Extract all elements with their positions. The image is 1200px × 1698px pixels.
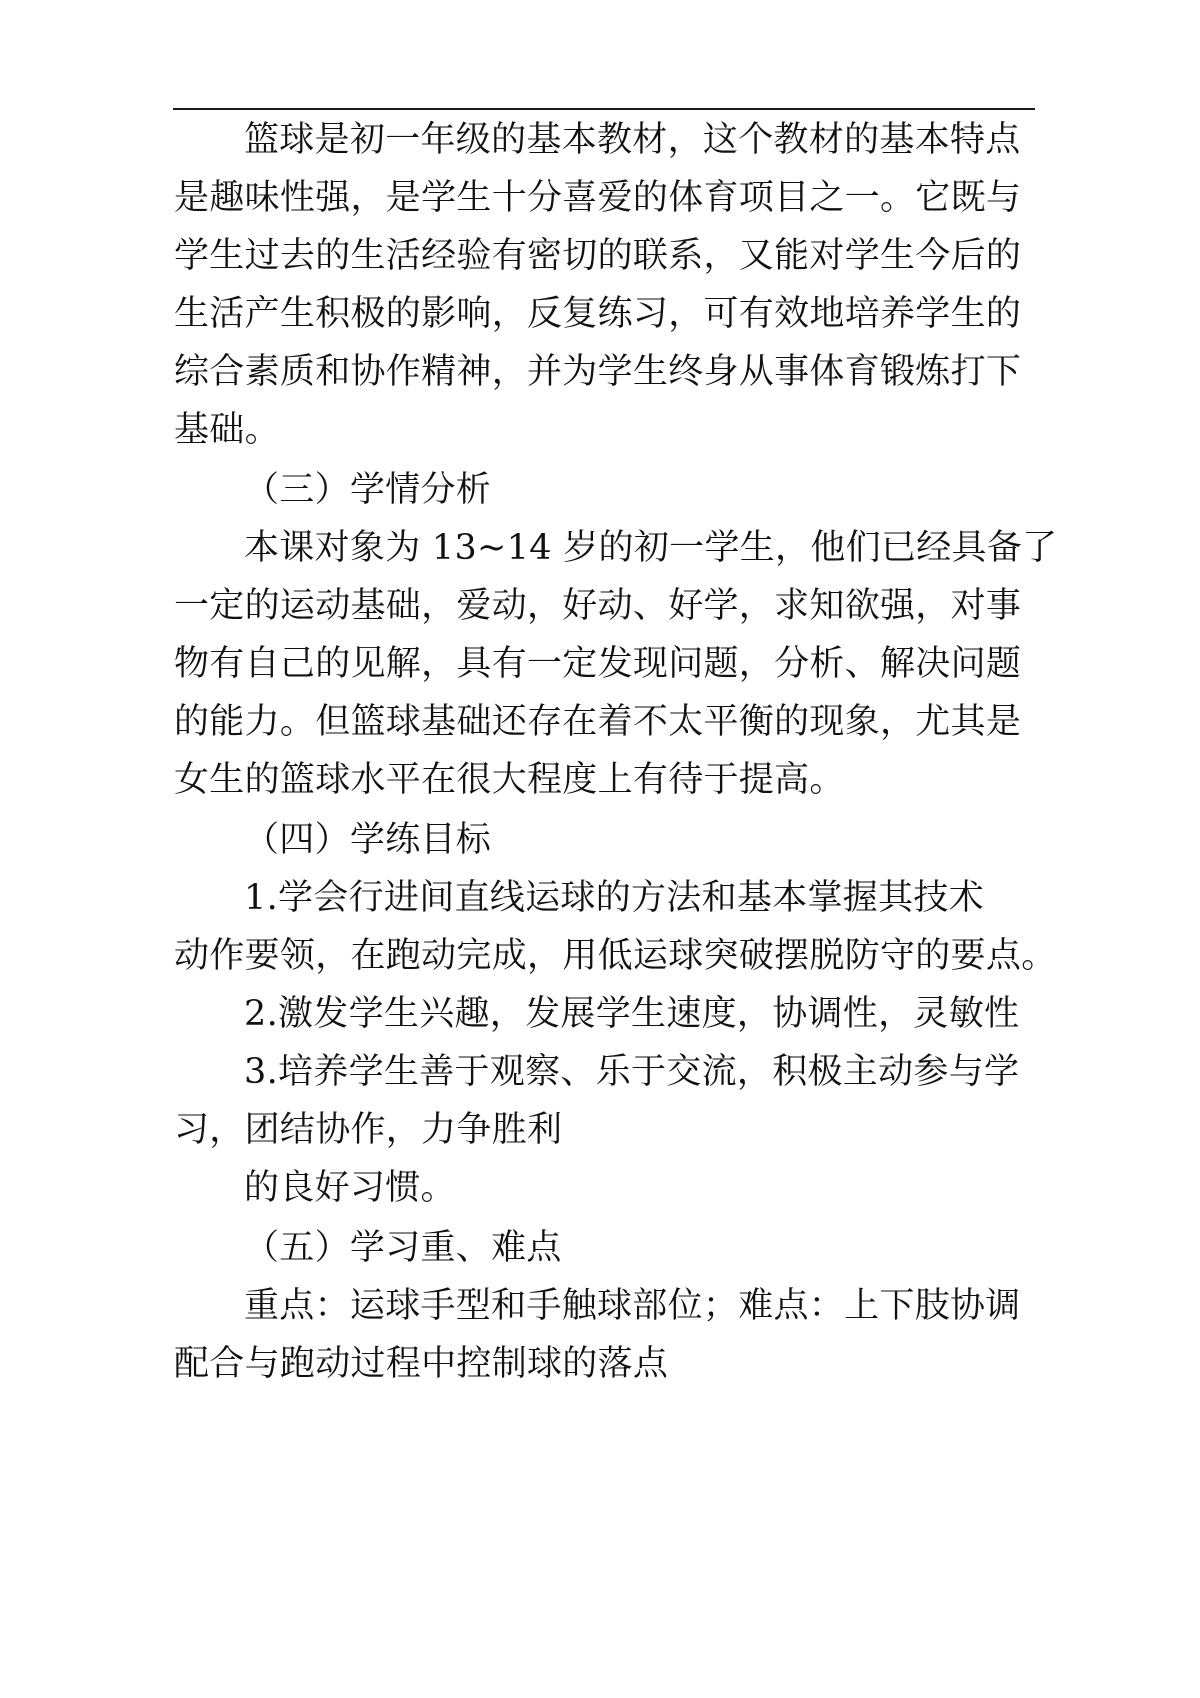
list-item-line: 1.学会行进间直线运球的方法和基本掌握其技术: [244, 878, 984, 918]
paragraph-line: 基础。: [174, 410, 280, 450]
list-item-line: 2.激发学生兴趣，发展学生速度，协调性，灵敏性: [244, 994, 1020, 1034]
paragraph-line: 学生过去的生活经验有密切的联系，又能对学生今后的: [174, 236, 1022, 276]
paragraph-line: 篮球是初一年级的基本教材，这个教材的基本特点: [244, 120, 1021, 160]
section-heading-goals: （四）学练目标: [244, 820, 492, 860]
paragraph-line: 配合与跑动过程中控制球的落点: [174, 1344, 669, 1384]
list-item-line: 3.培养学生善于观察、乐于交流，积极主动参与学: [244, 1052, 1020, 1092]
paragraph-line: 物有自己的见解，具有一定发现问题，分析、解决问题: [174, 644, 1022, 684]
paragraph-line: 生活产生积极的影响，反复练习，可有效地培养学生的: [174, 294, 1022, 334]
list-item-line: 习，团结协作，力争胜利: [174, 1110, 563, 1150]
list-item-line: 的良好习惯。: [244, 1168, 456, 1208]
paragraph-line: 综合素质和协作精神，并为学生终身从事体育锻炼打下: [174, 352, 1022, 392]
paragraph-line: 的能力。但篮球基础还存在着不太平衡的现象，尤其是: [174, 702, 1022, 742]
section-heading-key-points: （五）学习重、难点: [244, 1228, 562, 1268]
paragraph-line: 本课对象为 13~14 岁的初一学生，他们已经具备了: [244, 528, 1058, 568]
header-rule: [173, 108, 1035, 110]
paragraph-line: 一定的运动基础，爱动，好动、好学，求知欲强，对事: [174, 586, 1022, 626]
list-item-line: 动作要领，在跑动完成，用低运球突破摆脱防守的要点。: [174, 936, 1057, 976]
section-heading-learning-analysis: （三）学情分析: [244, 470, 492, 510]
paragraph-line: 重点：运球手型和手触球部位；难点：上下肢协调: [244, 1286, 1021, 1326]
paragraph-line: 女生的篮球水平在很大程度上有待于提高。: [174, 760, 845, 800]
paragraph-line: 是趣味性强，是学生十分喜爱的体育项目之一。它既与: [174, 178, 1022, 218]
